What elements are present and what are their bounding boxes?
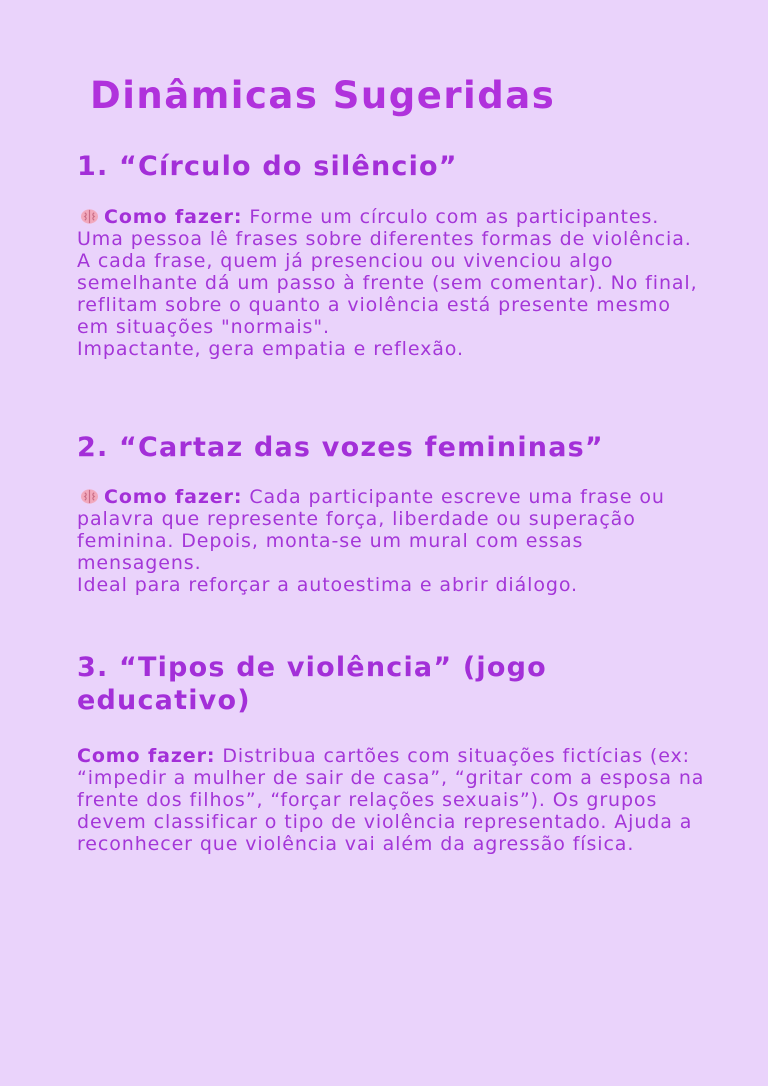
section-1-note: Impactante, gera empatia e reflexão.: [77, 338, 464, 360]
section-1-text: Forme um círculo com as participantes. Uma pessoa lê frases sobre diferentes formas de violência. A cada frase, quem já presenciou ou vivenciou algo semelhante dá um passo à frente (sem comentar). No final, reflitam sobre o quanto a violência está presente mesmo em situações "normais".: [77, 206, 698, 338]
brain-icon: [80, 208, 99, 225]
section-3-body: [77, 745, 707, 855]
section-1-description: [77, 206, 707, 338]
section-3-title: 3. “Tipos de violência” (jogo educativo): [77, 652, 547, 716]
section-2-note: Ideal para reforçar a autoestima e abrir diálogo.: [77, 574, 578, 596]
brain-icon: [80, 488, 99, 505]
how-to-label: Como fazer:: [77, 745, 216, 767]
section-2-body: [77, 486, 707, 596]
section-3-text: Distribua cartões com situações fictícias (ex: “impedir a mulher de sair de casa”, “gritar com a esposa na frente dos filhos”, “forçar relações sexuais”). Os grupos devem classificar o tipo de violência representado. Ajuda a reconhecer que violência vai além da agressão física.: [77, 745, 705, 855]
section-1-body: [77, 206, 707, 360]
section-2-title: 2. “Cartaz das vozes femininas”: [77, 432, 604, 463]
section-1-title: 1. “Círculo do silêncio”: [77, 151, 458, 182]
section-3-description: [77, 745, 707, 855]
page-title: Dinâmicas Sugeridas: [90, 74, 556, 117]
how-to-label: Como fazer:: [104, 206, 243, 228]
how-to-label: Como fazer:: [104, 486, 243, 508]
section-2-description: [77, 486, 707, 574]
section-2-text: Cada participante escreve uma frase ou palavra que represente força, liberdade ou superação feminina. Depois, monta-se um mural com essas mensagens.: [77, 486, 665, 574]
